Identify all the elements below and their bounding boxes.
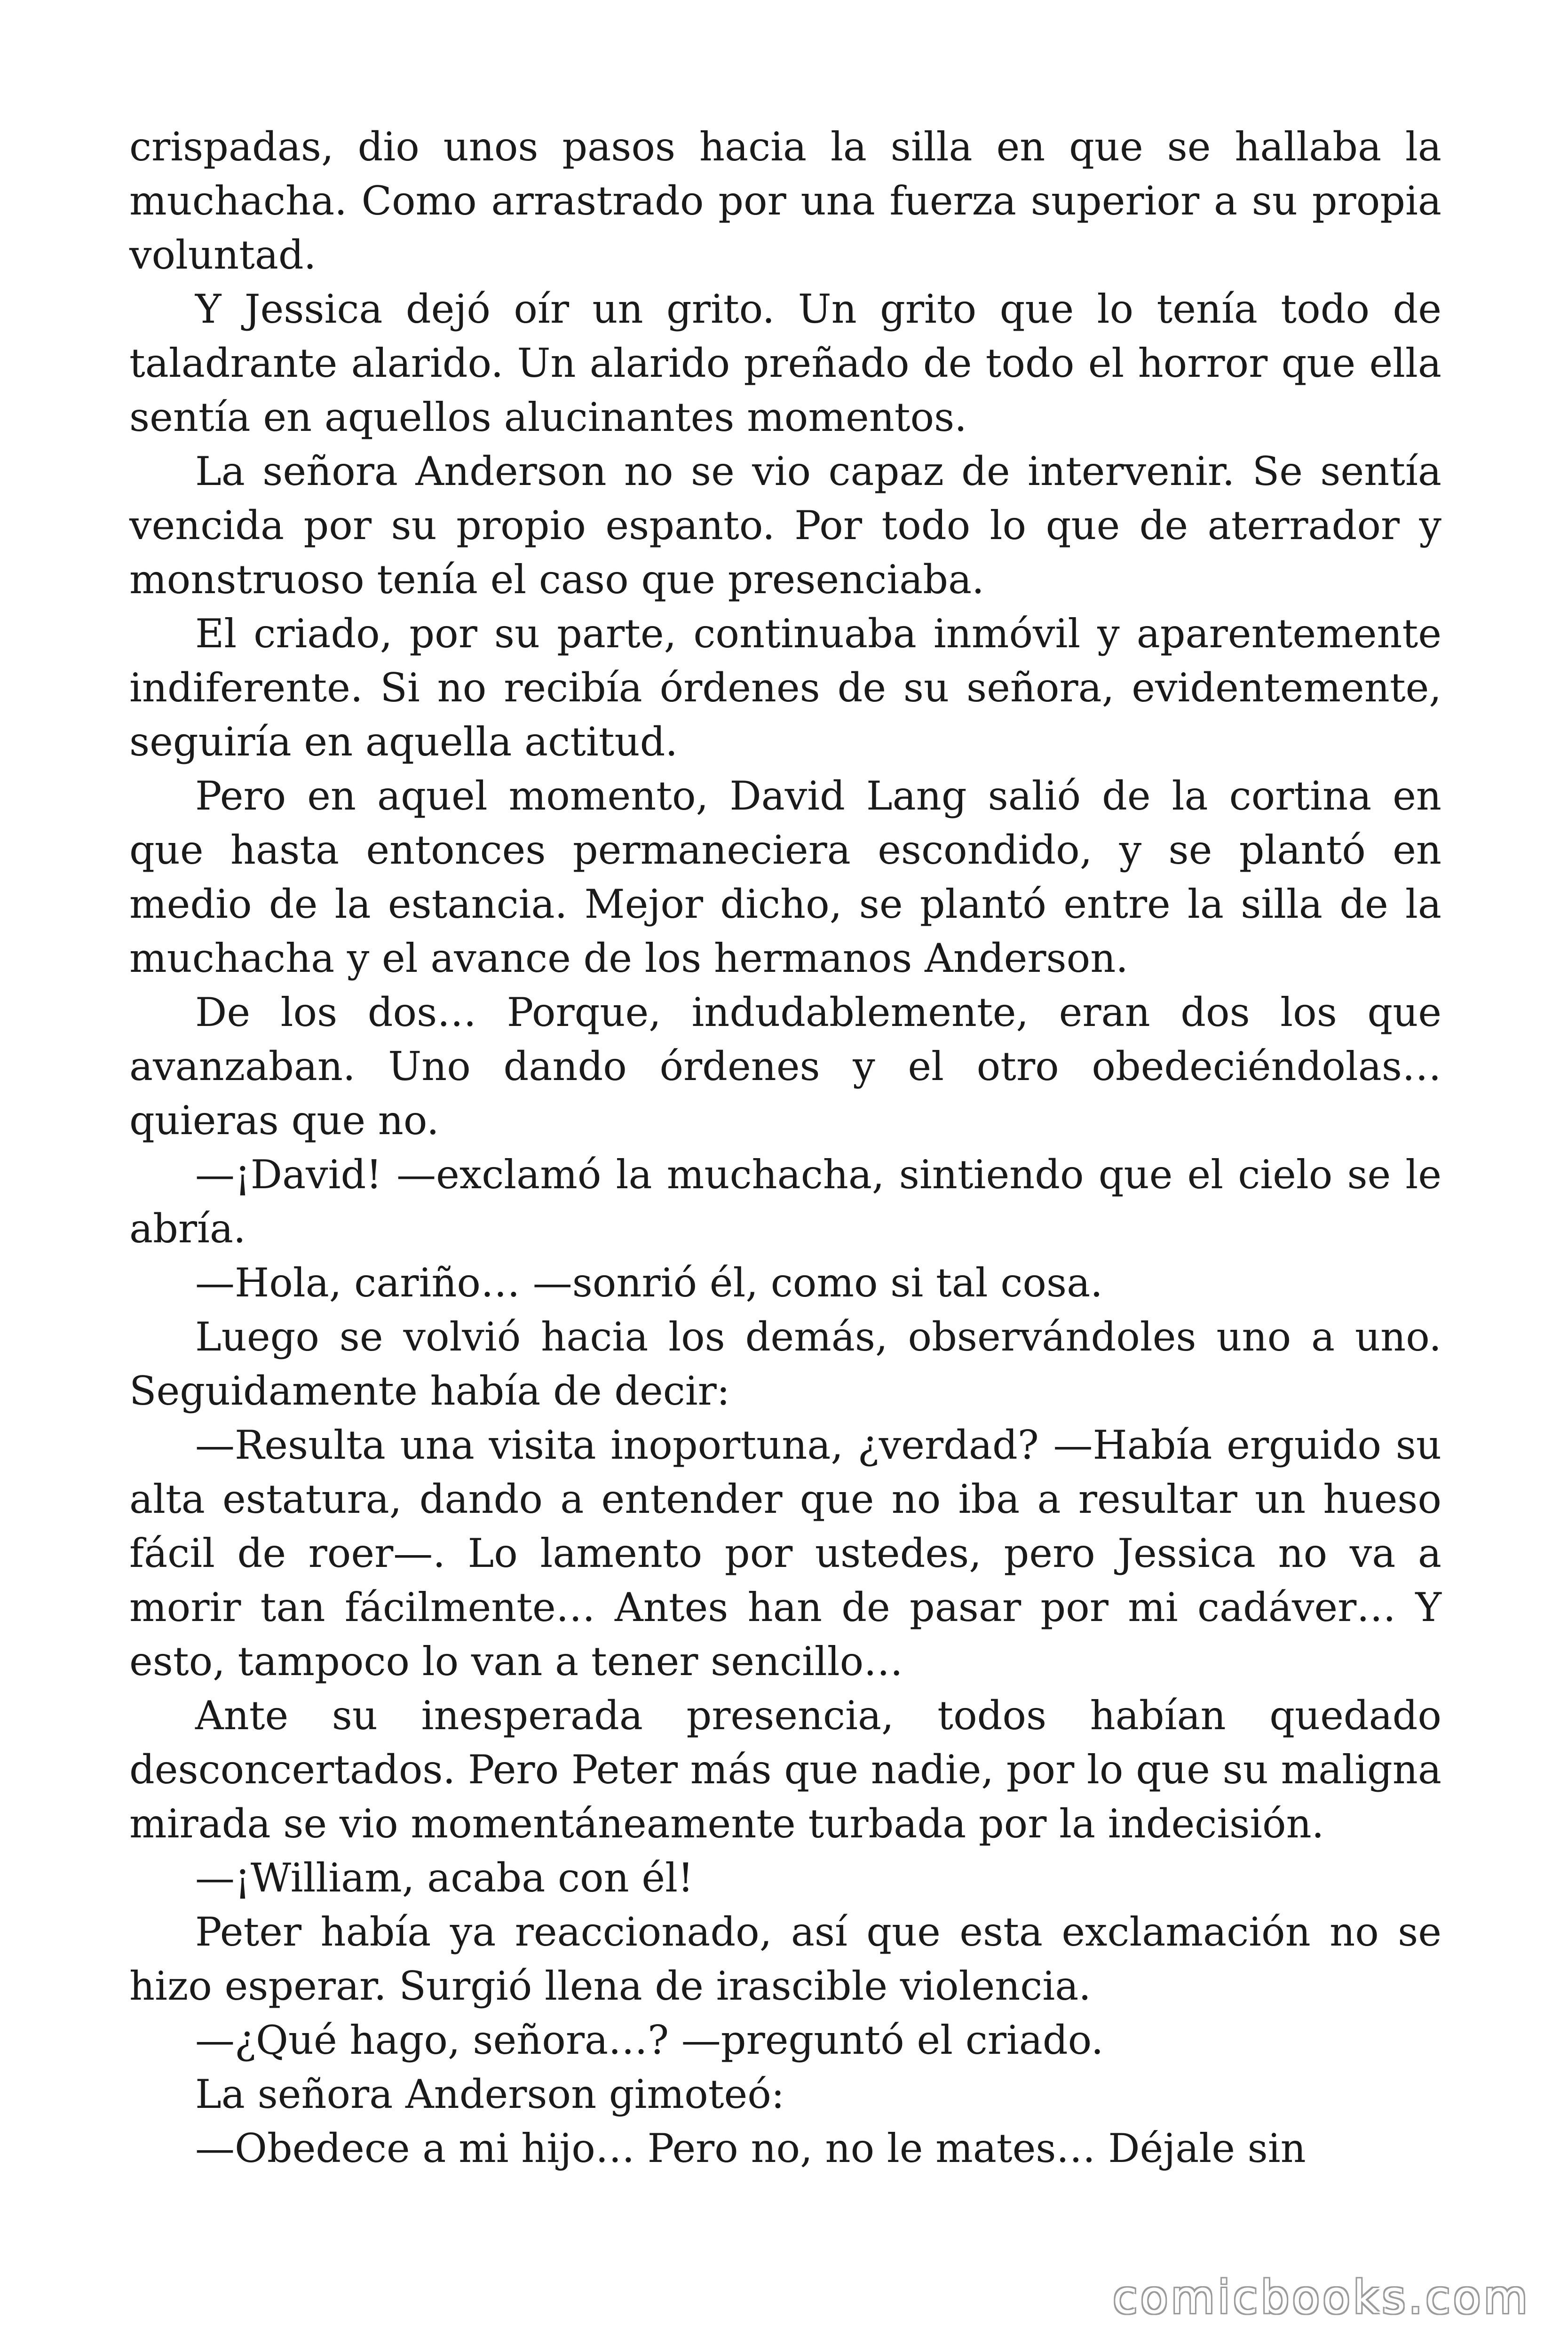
dialogue-paragraph: —¡William, acaba con él! [195,1855,694,1901]
body-text [129,120,1441,2176]
paragraph: De los dos… Porque, indudablemente, eran dos los que avanzaban. Uno dando órdenes y el otro obedeciéndolas… quieras que no. [129,989,1441,1144]
paragraph: Ante su inesperada presencia, todos habían quedado desconcertados. Pero Peter más que nadie, por lo que su maligna mirada se vio momentáneamente turbada por la indecisión. [129,1692,1441,1847]
paragraph: La señora Anderson gimoteó: [195,2071,785,2117]
dialogue-paragraph: —Hola, cariño… —sonrió él, como si tal cosa. [195,1260,1103,1306]
paragraph: Pero en aquel momento, David Lang salió de la cortina en que hasta entonces permaneciera escondido, y se plantó en medio de la estancia. Mejor dicho, se plantó entre la silla de la muchacha y el avance de los hermanos Anderson. [129,773,1441,981]
paragraph: El criado, por su parte, continuaba inmóvil y aparentemente indiferente. Si no recibía órdenes de su señora, evidentemente, seguiría en aquella actitud. [129,611,1441,765]
paragraph: crispadas, dio unos pasos hacia la silla en que se hallaba la muchacha. Como arrastrado por una fuerza superior a su propia voluntad. [129,124,1441,278]
watermark: comicbooks.com [1112,2271,1530,2324]
dialogue-paragraph: —¡David! —exclamó la muchacha, sintiendo que el cielo se le abría. [129,1152,1441,1252]
paragraph: La señora Anderson no se vio capaz de intervenir. Se sentía vencida por su propio espanto. Por todo lo que de aterrador y monstruoso tenía el caso que presenciaba. [129,448,1441,603]
paragraph: Y Jessica dejó oír un grito. Un grito que lo tenía todo de taladrante alarido. Un alarido preñado de todo el horror que ella sentía en aquellos alucinantes momentos. [129,286,1441,440]
paragraph: Luego se volvió hacia los demás, observándoles uno a uno. Seguidamente había de decir: [129,1314,1441,1414]
dialogue-paragraph: —¿Qué hago, señora…? —preguntó el criado. [195,2017,1104,2063]
dialogue-paragraph: —Resulta una visita inoportuna, ¿verdad? —Había erguido su alta estatura, dando a entender que no iba a resultar un hueso fácil de roer—. Lo lamento por ustedes, pero Jessica no va a morir tan fácilmente… Antes han de pasar por mi cadáver… Y esto, tampoco lo van a tener sencillo… [129,1422,1441,1685]
paragraph: Peter había ya reaccionado, así que esta exclamación no se hizo esperar. Surgió llena de irascible violencia. [129,1909,1441,2009]
dialogue-paragraph: —Obedece a mi hijo… Pero no, no le mates… Déjale sin [195,2125,1306,2171]
